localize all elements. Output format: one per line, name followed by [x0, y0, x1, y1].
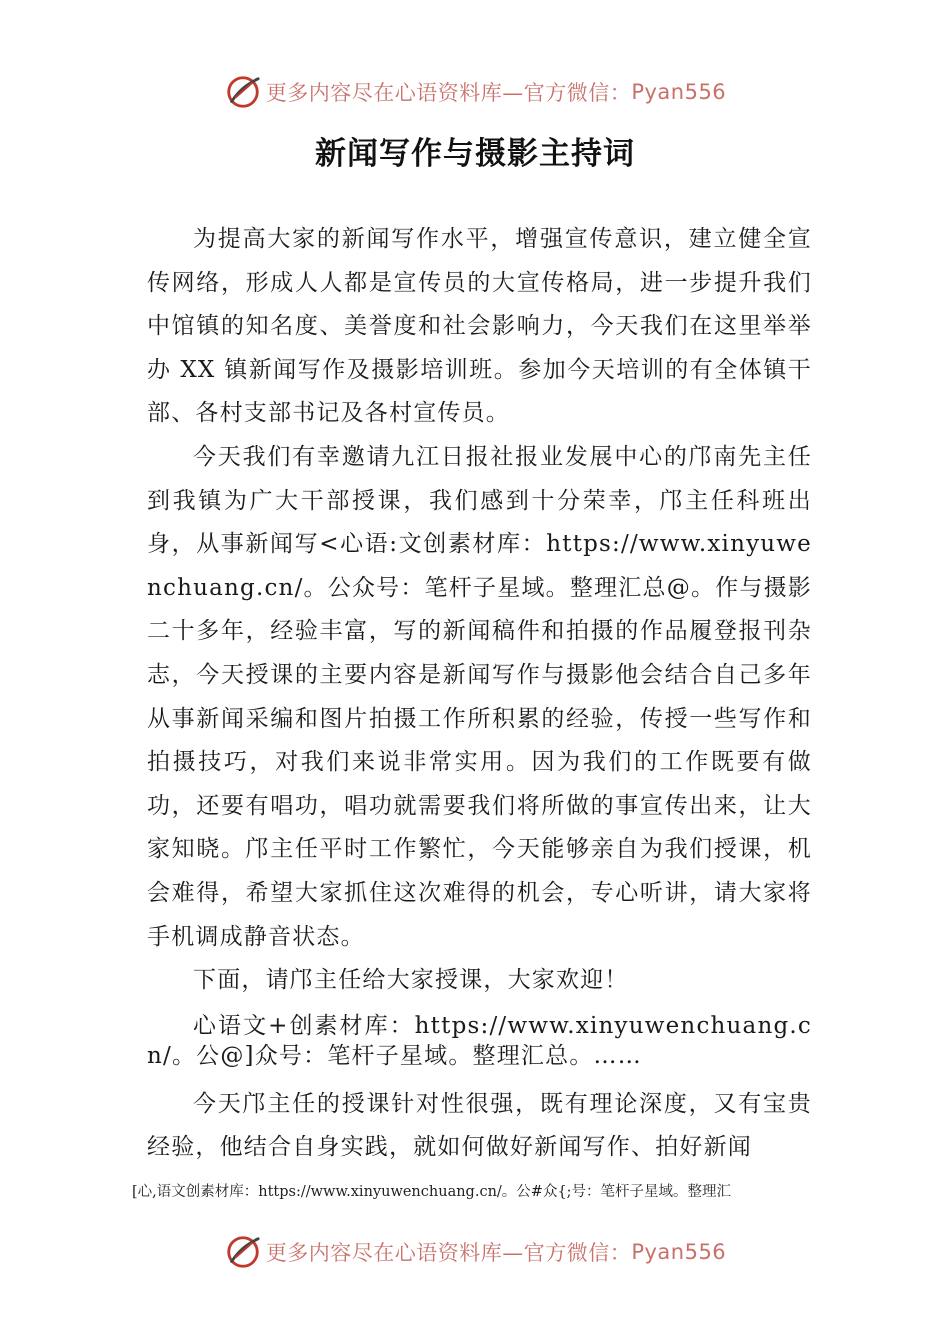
- brand-logo-icon: [224, 73, 262, 111]
- footer-banner: [0, 1230, 950, 1274]
- page-title: 新闻写作与摄影主持词: [315, 136, 635, 172]
- promo-paragraph: 心语文+创素材库：https://www.xinyuwenchuang.cn/。公@]众号：笔杆子星域。整理汇总。……: [147, 1012, 812, 1069]
- document-body: [147, 218, 812, 1170]
- paragraph-3: 下面，请邝主任给大家授课，大家欢迎！: [193, 967, 629, 994]
- header-banner: [0, 70, 950, 114]
- brand-logo-icon: [224, 1233, 262, 1271]
- closing-paragraph: 今天邝主任的授课针对性很强，既有理论深度，又有宝贵经验，他结合自身实践，就如何做好新闻写作、拍好新闻: [147, 1090, 812, 1161]
- banner-wechat-id: Pyan556: [631, 1240, 727, 1264]
- banner-text: 更多内容尽在心语资料库—官方微信：: [265, 1241, 632, 1265]
- paragraph-2: 今天我们有幸邀请九江日报社报业发展中心的邝南先主任到我镇为广大干部授课，我们感到十分荣幸，邝主任科班出身，从事新闻写<心语:文创素材库：https://www.xinyuwenchuang.cn/。公众号：笔杆子星域。整理汇总@。作与摄影二十多年，经验丰富，写的新闻稿件和拍摄的作品履登报刊杂志，今天授课的主要内容是新闻写作与摄影他会结合自己多年从事新闻采编和图片拍摄工作所积累的经验，传授一些写作和拍摄技巧，对我们来说非常实用。因为我们的工作既要有做功，还要有唱功，唱功就需要我们将所做的事宣传出来，让大家知晓。邝主任平时工作繁忙，今天能够亲自为我们授课，机会难得，希望大家抓住这次难得的机会，专心听讲，请大家将手机调成静音状态。: [147, 443, 812, 950]
- banner-text: 更多内容尽在心语资料库—官方微信：: [265, 81, 632, 105]
- paragraph-1: 为提高大家的新闻写作水平，增强宣传意识，建立健全宣传网络，形成人人都是宣传员的大宣传格局，进一步提升我们中馆镇的知名度、美誉度和社会影响力，今天我们在这里举举办 XX 镇新闻写作及摄影培训班。参加今天培训的有全体镇干部、各村支部书记及各村宣传员。: [147, 226, 812, 427]
- footnote: [心,语文创素材库：https://www.xinyuwenchuang.cn/。公#众{;号：笔杆子星域。整理汇: [132, 1184, 732, 1200]
- banner-wechat-id: Pyan556: [631, 80, 727, 104]
